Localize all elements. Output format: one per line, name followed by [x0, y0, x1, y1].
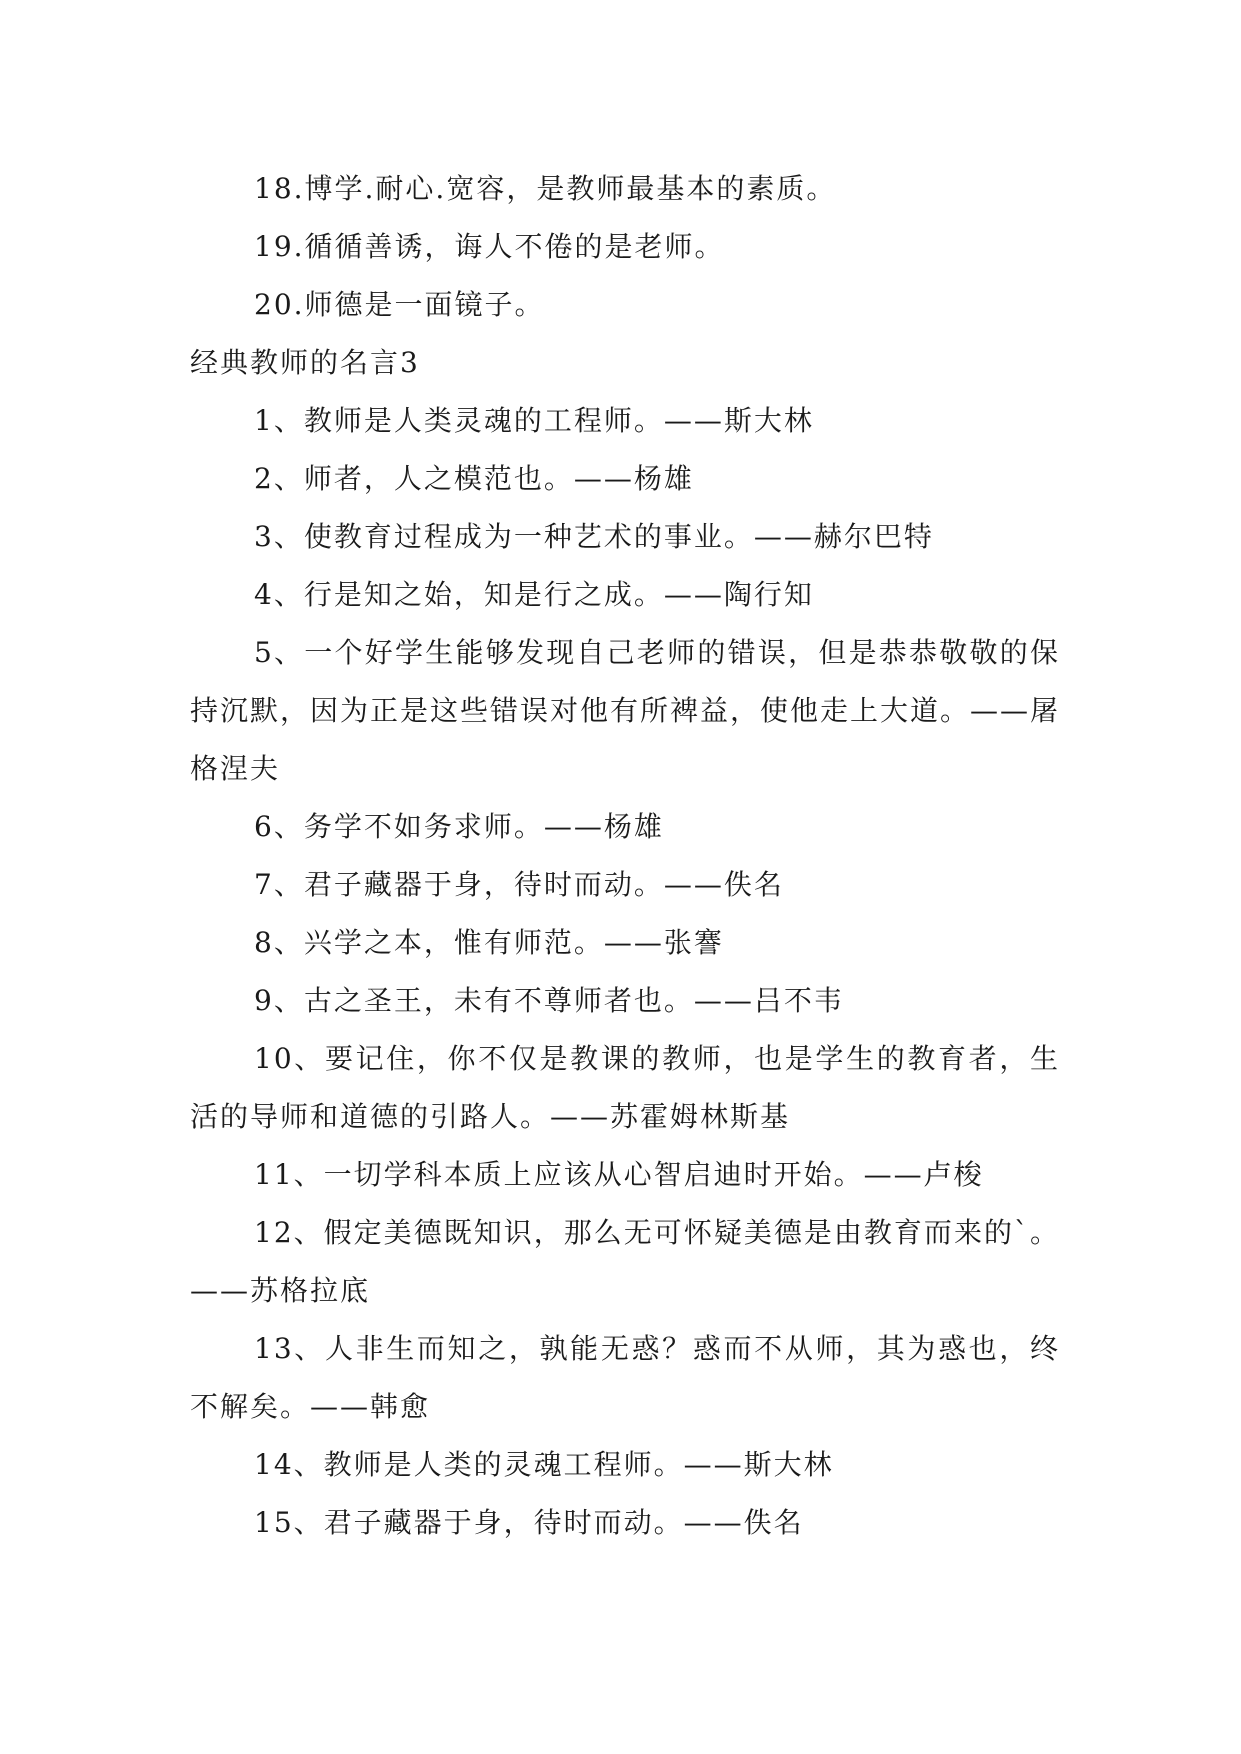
quote-item: 5、一个好学生能够发现自己老师的错误，但是恭恭敬敬的保持沉默，因为正是这些错误对他有所裨益，使他走上大道。——屠格涅夫 [190, 636, 1061, 785]
quote-item: 12、假定美德既知识，那么无可怀疑美德是由教育而来的`。——苏格拉底 [190, 1216, 1060, 1307]
quote-item: 4、行是知之始，知是行之成。——陶行知 [254, 578, 814, 611]
quote-item: 10、要记住，你不仅是教课的教师，也是学生的教育者，生活的导师和道德的引路人。——苏霍姆林斯基 [190, 1042, 1060, 1133]
quote-item: 15、君子藏器于身，待时而动。——佚名 [254, 1506, 804, 1539]
quote-item: 6、务学不如务求师。——杨雄 [254, 810, 664, 843]
quote-item: 3、使教育过程成为一种艺术的事业。——赫尔巴特 [254, 520, 934, 553]
section-heading: 经典教师的名言3 [190, 346, 420, 379]
quote-item: 14、教师是人类的灵魂工程师。——斯大林 [254, 1448, 834, 1481]
quote-item: 7、君子藏器于身，待时而动。——佚名 [254, 868, 784, 901]
list-item: 18.博学.耐心.宽容，是教师最基本的素质。 [254, 172, 837, 205]
list-item: 20.师德是一面镜子。 [254, 288, 545, 321]
document-body [190, 160, 1060, 1552]
quote-item: 13、人非生而知之，孰能无惑？惑而不从师，其为惑也，终不解矣。——韩愈 [190, 1332, 1060, 1423]
quote-item: 11、一切学科本质上应该从心智启迪时开始。——卢梭 [254, 1158, 984, 1191]
quote-item: 1、教师是人类灵魂的工程师。——斯大林 [254, 404, 814, 437]
quote-item: 9、古之圣王，未有不尊师者也。——吕不韦 [254, 984, 844, 1017]
quote-item: 8、兴学之本，惟有师范。——张謇 [254, 926, 724, 959]
quote-item: 2、师者，人之模范也。——杨雄 [254, 462, 694, 495]
list-item: 19.循循善诱，诲人不倦的是老师。 [254, 230, 725, 263]
